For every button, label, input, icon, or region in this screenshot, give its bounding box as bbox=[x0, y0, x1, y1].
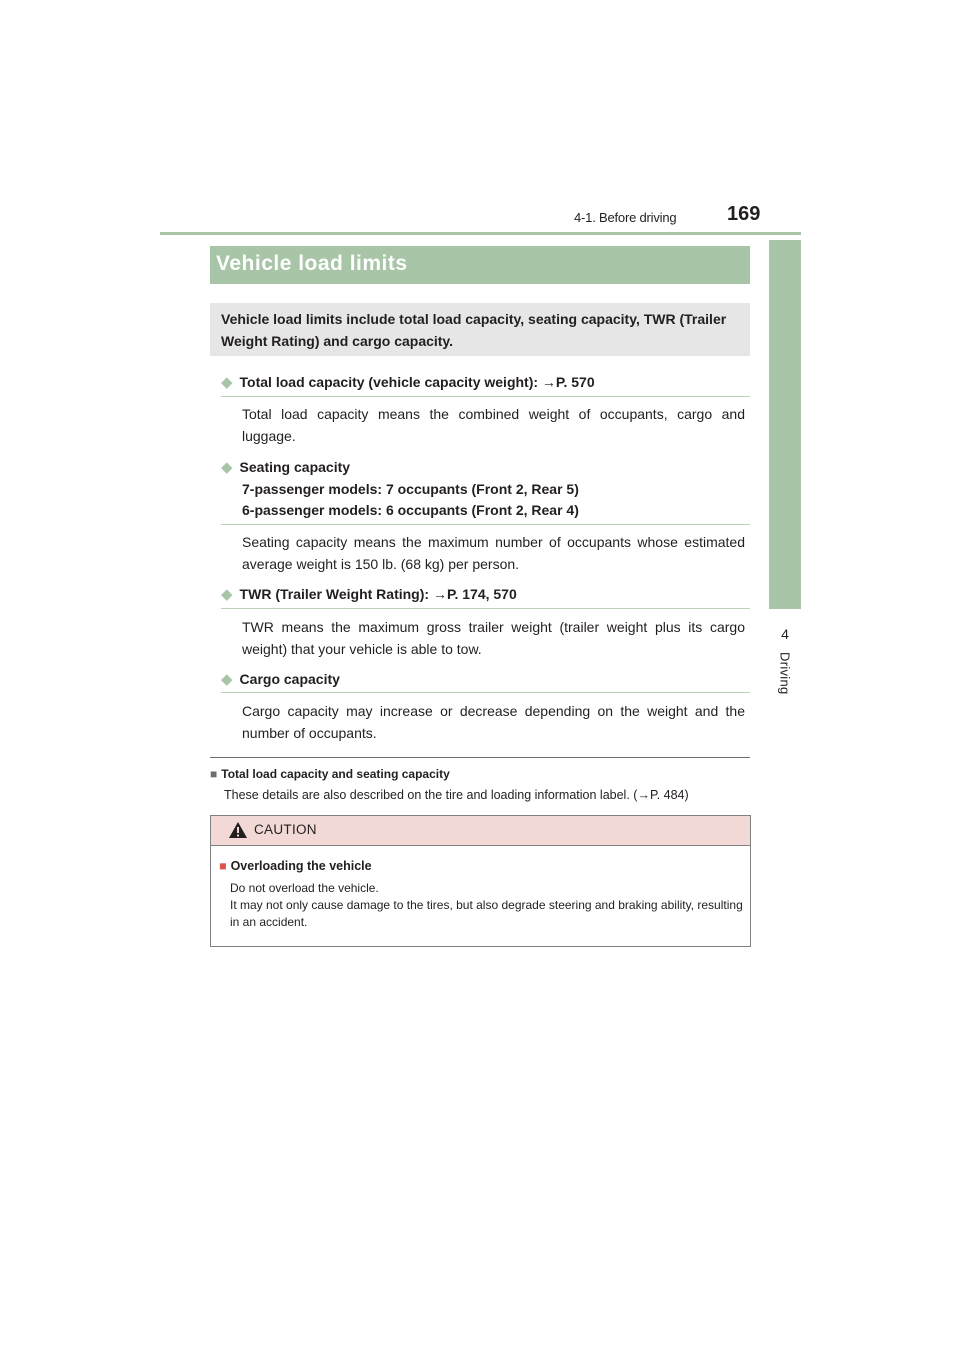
page-title: Vehicle load limits bbox=[216, 252, 408, 275]
item-heading-text: TWR (Trailer Weight Rating): →P. 174, 570 bbox=[239, 586, 517, 602]
diamond-bullet-icon: ◆ bbox=[221, 671, 233, 688]
item-body-seating: Seating capacity means the maximum number of occupants whose estimated average weight is 150 lb. (68 kg) per person. bbox=[242, 534, 745, 572]
item-body-cargo: Cargo capacity may increase or decrease depending on the weight and the number of occupants. bbox=[242, 703, 745, 741]
chapter-number: 4 bbox=[781, 626, 789, 642]
item-body-twr: TWR means the maximum gross trailer weight (trailer weight plus its cargo weight) that your vehicle is able to tow. bbox=[242, 619, 745, 657]
item-heading-text: Cargo capacity bbox=[239, 671, 340, 687]
intro-text: Vehicle load limits include total load capacity, seating capacity, TWR (Trailer Weight Rating) and cargo capacity. bbox=[221, 311, 727, 349]
section-title: 4-1. Before driving bbox=[574, 210, 677, 225]
item-divider bbox=[221, 396, 750, 397]
item-heading-cargo bbox=[221, 668, 340, 691]
item-divider bbox=[221, 608, 750, 609]
caution-heading-text: Overloading the vehicle bbox=[230, 859, 372, 873]
chapter-label: Driving bbox=[777, 652, 793, 695]
caution-line: Do not overload the vehicle. bbox=[230, 881, 379, 895]
note-heading-text: Total load capacity and seating capacity bbox=[221, 767, 450, 781]
page-number: 169 bbox=[727, 203, 761, 225]
chapter-label-wrap bbox=[769, 652, 801, 722]
caution-box bbox=[210, 815, 751, 947]
caution-heading bbox=[219, 859, 372, 873]
caution-label: CAUTION bbox=[254, 822, 317, 837]
square-bullet-icon: ■ bbox=[219, 859, 227, 873]
diamond-bullet-icon: ◆ bbox=[221, 374, 233, 391]
note-heading bbox=[210, 767, 450, 781]
seating-7-passenger: 7-passenger models: 7 occupants (Front 2, Rear 5) bbox=[242, 481, 579, 497]
item-divider bbox=[221, 524, 750, 525]
item-heading-total-load bbox=[221, 371, 595, 394]
caution-line: It may not only cause damage to the tires, but also degrade steering and braking ability, resulting in an accident. bbox=[230, 898, 743, 929]
warning-triangle-icon bbox=[228, 821, 248, 844]
intro-box bbox=[210, 303, 750, 356]
header-divider bbox=[160, 232, 801, 235]
note-body: These details are also described on the tire and loading information label. (→P. 484) bbox=[224, 788, 689, 802]
item-heading-text: Seating capacity bbox=[239, 459, 351, 475]
square-bullet-icon: ■ bbox=[210, 767, 218, 781]
item-divider bbox=[221, 692, 750, 693]
caution-header bbox=[211, 816, 750, 846]
page-title-bar bbox=[210, 246, 750, 284]
caution-text bbox=[230, 880, 745, 931]
item-body-total-load: Total load capacity means the combined weight of occupants, cargo and luggage. bbox=[242, 406, 745, 444]
diamond-bullet-icon: ◆ bbox=[221, 459, 233, 476]
item-heading-seating bbox=[221, 456, 350, 479]
chapter-tab bbox=[769, 240, 801, 609]
diamond-bullet-icon: ◆ bbox=[221, 586, 233, 603]
section-divider bbox=[210, 757, 750, 758]
item-heading-text: Total load capacity (vehicle capacity weight): →P. 570 bbox=[239, 374, 595, 390]
item-heading-twr bbox=[221, 583, 517, 606]
seating-6-passenger: 6-passenger models: 6 occupants (Front 2, Rear 4) bbox=[242, 502, 579, 518]
